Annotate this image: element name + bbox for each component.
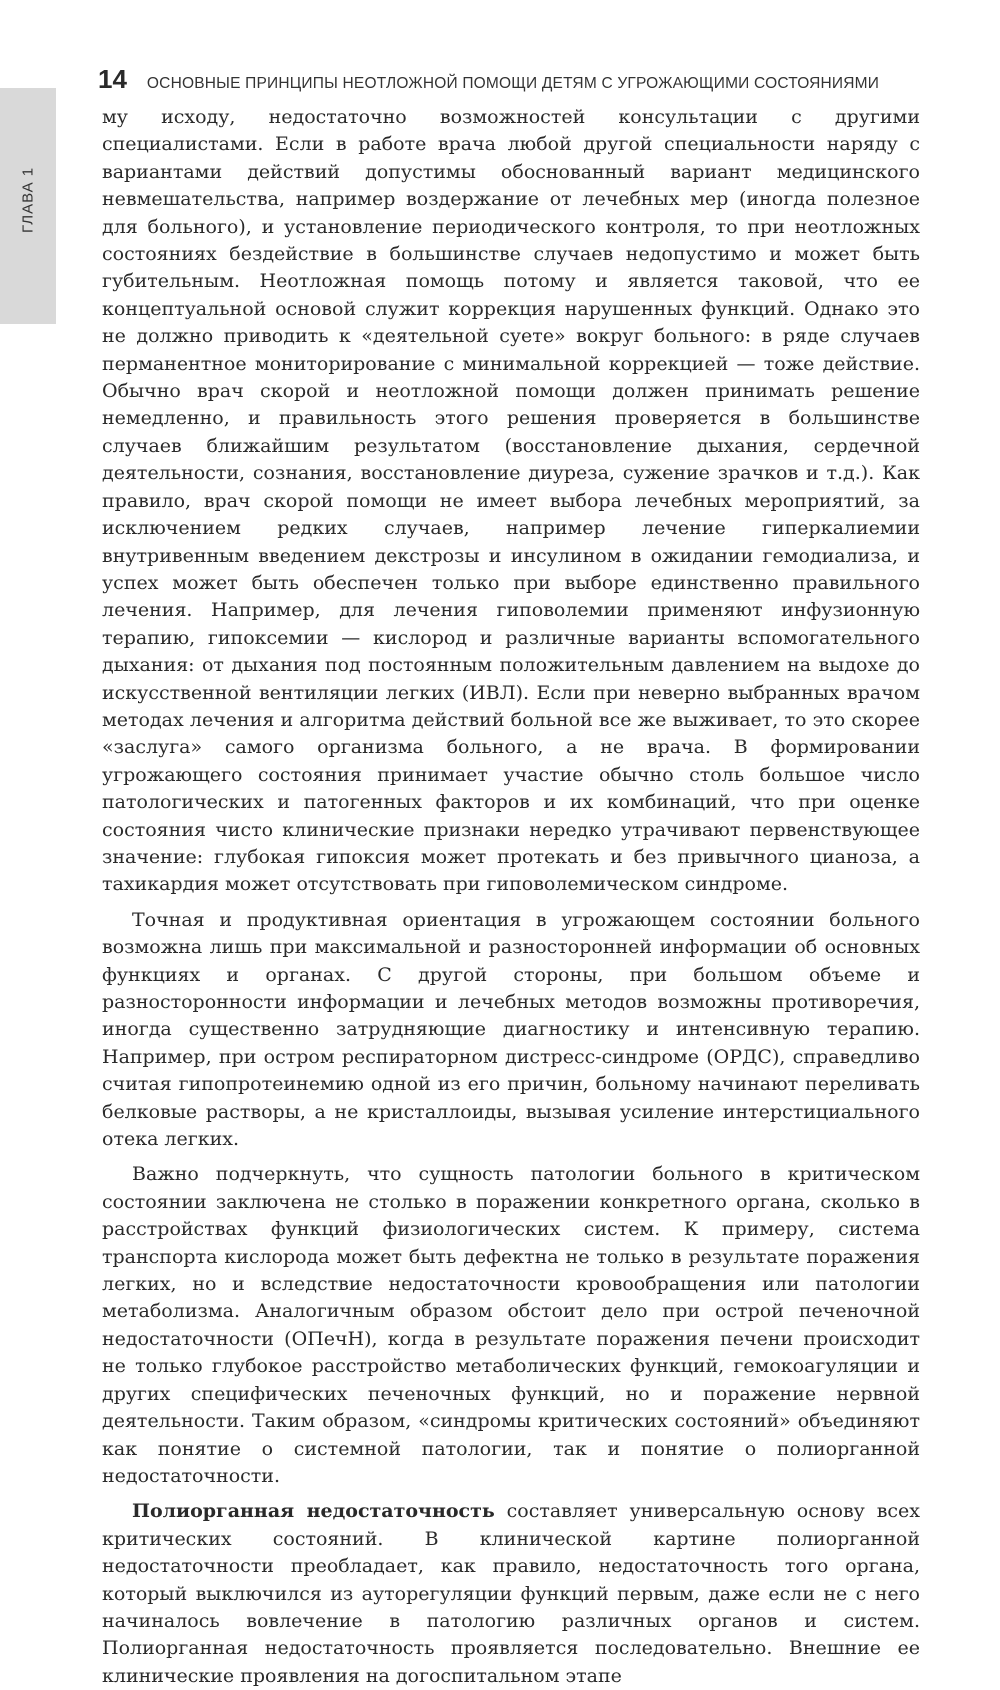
paragraph-4 [102,1498,920,1690]
paragraph-2: Точная и продуктивная ориентация в угрожающем состоянии больного возможна лишь при максимальной и разносторонней информации об основных функциях и органах. С другой стороны, при большом объеме и разносторонности информации и лечебных методов возможны противоречия, иногда существенно затрудняющие диагностику и интенсивную терапию. Например, при остром респираторном дистресс-синдроме (ОРДС), справедливо считая гипопротеинемию одной из его причин, больному начинают переливать белковые растворы, а не кристаллоиды, вызывая усиление интерстициального отека легких. [102,908,920,1151]
bold-term: Полиорганная недостаточность [132,1500,495,1523]
paragraph-3: Важно подчеркнуть, что сущность патологии больного в критическом состоянии заключена не столько в поражении конкретного органа, сколько в расстройствах функций физиологических систем. К примеру, система транспорта кислорода может быть дефектна не только в результате поражения легких, но и вследствие недостаточности кровообращения или патологии метаболизма. Аналогичным образом обстоит дело при острой печеночной недостаточности (ОПечН), когда в результате поражения печени происходит не только глубокое расстройство метаболических функций, гемокоагуляции и других специфических печеночных функций, но и поражение нервной деятельности. Таким образом, «синдромы критических состояний» объединяют как понятие о системной патологии, так и понятие о полиорганной недостаточности. [102,1163,920,1487]
running-title: ОСНОВНЫЕ ПРИНЦИПЫ НЕОТЛОЖНОЙ ПОМОЩИ ДЕТЯМ С УГРОЖАЮЩИМИ СОСТОЯНИЯМИ [146,75,880,92]
chapter-label: ГЛАВА 1 [19,166,37,234]
page-header [98,64,940,100]
paragraph-4-text: составляет универсальную основу всех критических состояний. В клинической картине полиорганной недостаточности преобладает, как правило, недостаточность того органа, который выключился из ауторегуляции функций первым, даже если не с него начиналось вовлечение в патологию различных органов и систем. Полиорганная недостаточность проявляется последовательно. Внешние ее клинические проявления на догоспитальном этапе [102,1500,920,1687]
body-text [102,104,920,1690]
page-number: 14 [98,64,127,94]
paragraph-1: му исходу, недостаточно возможностей консультации с другими специалистами. Если в работе врача любой другой специальности наряду с вариантами действий допустимы обоснованный вариант медицинского невмешательства, например воздержание от лечебных мер (иногда полезное для больного), и установление периодического контроля, то при неотложных состояниях бездействие в большинстве случаев недопустимо и может быть губительным. Неотложная помощь потому и является таковой, что ее концептуальной основой служит коррекция нарушенных функций. Однако это не должно приводить к «деятельной суете» вокруг больного: в ряде случаев перманентное мониторирование с минимальной коррекцией — тоже действие. Обычно врач скорой и неотложной помощи должен принимать решение немедленно, и правильность этого решения проверяется в большинстве случаев ближайшим результатом (восстановление дыхания, сердечной деятельности, сознания, восстановление диуреза, сужение зрачков и т.д.). Как правило, врач скорой помощи не имеет выбора лечебных мероприятий, за исключением редких случаев, например лечение гиперкалиемии внутривенным введением декстрозы и инсулином в ожидании гемодиализа, и успех может быть обеспечен только при выборе единственно правильного лечения. Например, для лечения гиповолемии применяют инфузионную терапию, гипоксемии — кислород и различные варианты вспомогательного дыхания: от дыхания под постоянным положительным давлением на выдохе до искусственной вентиляции легких (ИВЛ). Если при неверно выбранных врачом методах лечения и алгоритма действий больной все же выживает, то это скорее «заслуга» самого организма больного, а не врача. В формировании угрожающего состояния принимает участие обычно столь большое число патологических и патогенных факторов и их комбинаций, что при оценке состояния чисто клинические признаки нередко утрачивают первенствующее значение: глубокая гипоксия может протекать и без привычного цианоза, а тахикардия может отсутствовать при гиповолемическом синдроме. [102,106,920,896]
